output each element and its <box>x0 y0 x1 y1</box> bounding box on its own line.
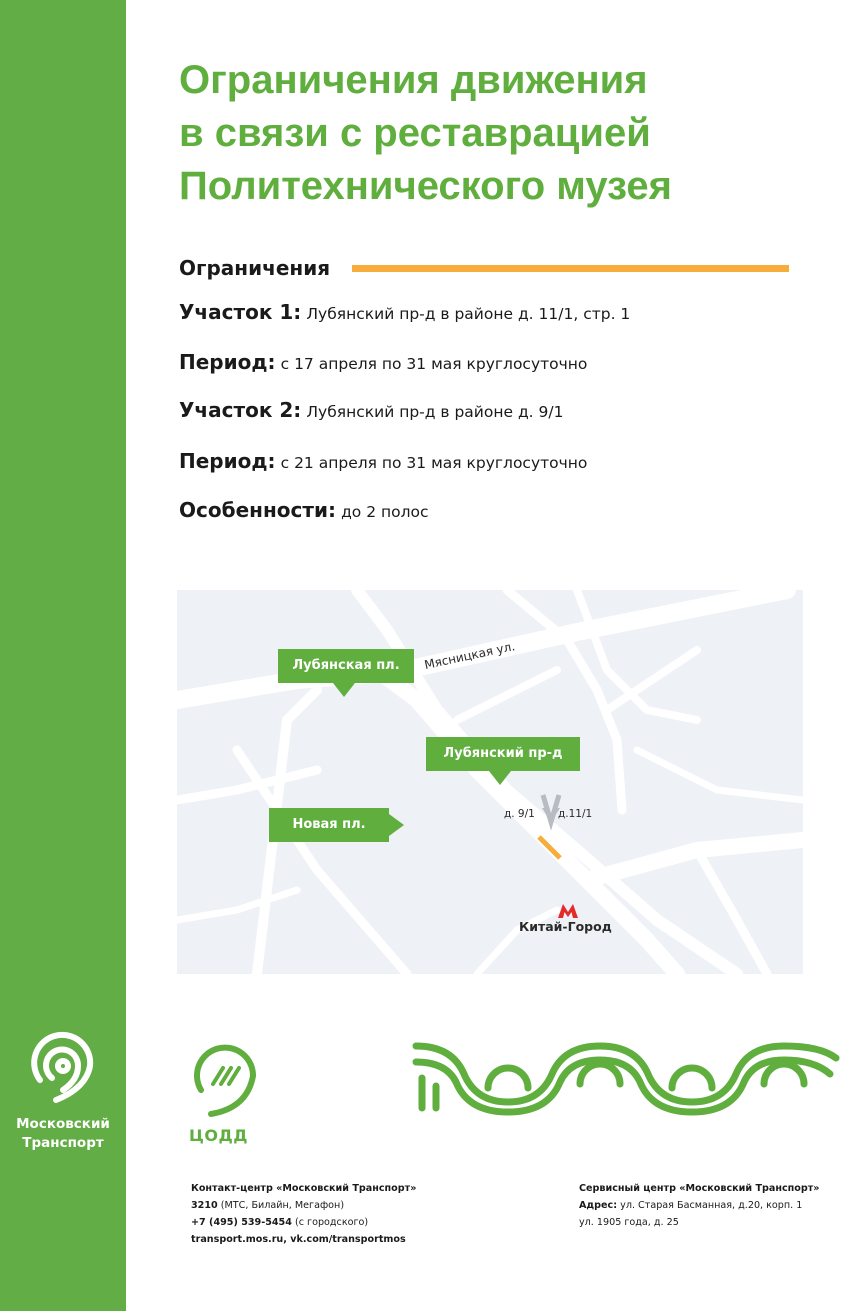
title-line-2: в связи с реставрацией <box>179 111 651 155</box>
page-title <box>179 54 819 213</box>
metro-station-label: Китай-Город <box>519 919 612 934</box>
map-label-lubyansky-proezd: Лубянский пр-д <box>426 737 580 771</box>
moscow-transport-logo-icon <box>26 1030 100 1114</box>
period-2-value: с 21 апреля по 31 мая круглосуточно <box>280 454 588 472</box>
features-value: до 2 полос <box>341 503 429 521</box>
service-address-1: ул. Старая Басманная, д.20, корп. 1 <box>620 1200 803 1211</box>
map-pin-novaya <box>389 814 404 836</box>
brand-line-2: Транспорт <box>22 1135 104 1151</box>
moscow-transport-logo <box>0 1030 126 1152</box>
contact-phone-note: (с городского) <box>294 1217 369 1228</box>
features-label: Особенности: <box>179 498 336 522</box>
green-wave-ornament <box>412 1038 842 1116</box>
contact-web-links[interactable]: transport.mos.ru, vk.com/transportmos <box>191 1234 406 1245</box>
section-2-label: Участок 2: <box>179 398 302 422</box>
contact-phone[interactable]: +7 (495) 539-5454 <box>191 1217 292 1228</box>
map-label-novaya: Новая пл. <box>269 808 389 842</box>
section-1-label: Участок 1: <box>179 300 302 324</box>
map-pin-lubyansky-proezd <box>489 771 511 785</box>
codd-logo-icon <box>189 1038 261 1124</box>
map-pin-lubyanskaya <box>333 683 355 697</box>
codd-label: ЦОДД <box>189 1126 248 1145</box>
title-line-1: Ограничения движения <box>179 58 648 102</box>
brand-line-1: Московский <box>16 1116 110 1132</box>
service-center-title: Сервисный центр «Московский Транспорт» <box>579 1183 820 1194</box>
restriction-row-5 <box>179 498 429 522</box>
restriction-map <box>177 590 803 974</box>
section-1-value: Лубянский пр-д в районе д. 11/1, стр. 1 <box>306 305 631 323</box>
contact-center-block <box>191 1180 416 1248</box>
house-label-11-1: д.11/1 <box>558 808 593 820</box>
green-sidebar <box>0 0 126 1311</box>
contact-short-number: 3210 <box>191 1200 218 1211</box>
service-address-label: Адрес: <box>579 1200 618 1211</box>
restriction-row-4 <box>179 449 587 473</box>
contact-short-note: (МТС, Билайн, Мегафон) <box>220 1200 345 1211</box>
section-heading: Ограничения <box>179 256 331 280</box>
title-line-3: Политехнического музея <box>179 164 673 208</box>
restriction-row-3 <box>179 398 563 422</box>
period-2-label: Период: <box>179 449 276 473</box>
codd-logo <box>189 1038 269 1145</box>
section-divider <box>352 265 789 272</box>
street-label-myasnitskaya: Мясницкая ул. <box>423 639 517 672</box>
map-label-lubyanskaya: Лубянская пл. <box>278 649 414 683</box>
service-address-2: ул. 1905 года, д. 25 <box>579 1217 679 1228</box>
restriction-row-2 <box>179 350 587 374</box>
period-1-value: с 17 апреля по 31 мая круглосуточно <box>280 355 588 373</box>
contact-center-title: Контакт-центр «Московский Транспорт» <box>191 1183 417 1194</box>
house-label-9-1: д. 9/1 <box>504 808 535 820</box>
section-2-value: Лубянский пр-д в районе д. 9/1 <box>306 403 564 421</box>
period-1-label: Период: <box>179 350 276 374</box>
metro-m-icon <box>557 903 579 919</box>
service-center-block <box>579 1180 820 1231</box>
restriction-row-1 <box>179 300 630 324</box>
